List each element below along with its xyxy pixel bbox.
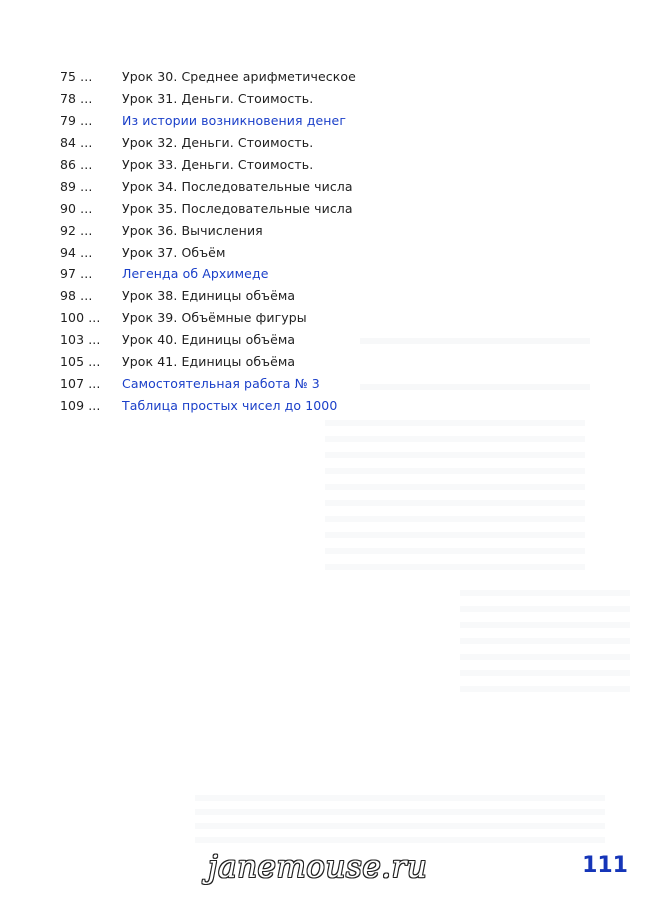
page-number: 111 <box>582 853 628 878</box>
toc-entry <box>60 154 356 176</box>
toc-entry-highlighted <box>60 372 356 394</box>
toc-entry <box>60 132 356 154</box>
toc-title: Урок 40. Единицы объёма <box>122 332 296 348</box>
toc-entry-highlighted <box>60 110 356 132</box>
toc-title: Урок 31. Деньги. Стоимость. <box>122 91 314 107</box>
toc-entry-highlighted <box>60 394 356 416</box>
toc-title: Самостоятельная работа № 3 <box>122 375 320 391</box>
toc-title: Урок 34. Последовательные числа <box>122 178 353 194</box>
toc-page-number: 109 ... <box>60 397 101 413</box>
toc-title: Урок 30. Среднее арифметическое <box>122 69 356 85</box>
toc-entry <box>60 197 356 219</box>
site-watermark: janemouse.ru <box>208 849 428 885</box>
toc-page-number: 75 ... <box>60 69 93 85</box>
toc-entry <box>60 307 356 329</box>
toc-page-number: 79 ... <box>60 113 93 129</box>
toc-page-number: 107 ... <box>60 375 101 391</box>
toc-entry-highlighted <box>60 263 356 285</box>
toc-page-number: 78 ... <box>60 91 93 107</box>
toc-page-number: 86 ... <box>60 157 93 172</box>
bleed-through-block-1 <box>360 338 590 390</box>
toc-title: Урок 33. Деньги. Стоимость. <box>122 157 314 172</box>
toc-title: Урок 35. Последовательные числа <box>122 200 353 216</box>
toc-title: Урок 32. Деньги. Стоимость. <box>122 135 314 151</box>
bleed-through-block-3 <box>460 590 630 700</box>
toc-entry <box>60 66 356 88</box>
toc-page-number: 97 ... <box>60 266 93 282</box>
toc-page-number: 100 ... <box>60 310 101 326</box>
toc-page-number: 90 ... <box>60 200 93 216</box>
toc-title: Урок 38. Единицы объёма <box>122 288 296 304</box>
toc-title: Урок 39. Объёмные фигуры <box>122 310 307 326</box>
toc-page-number: 103 ... <box>60 332 101 348</box>
toc-title: Урок 36. Вычисления <box>122 222 263 238</box>
toc-entry <box>60 175 356 197</box>
toc-entry <box>60 219 356 241</box>
toc-title: Легенда об Архимеде <box>122 266 269 282</box>
toc-entry <box>60 351 356 373</box>
toc-title: Таблица простых чисел до 1000 <box>122 397 338 413</box>
bleed-through-block-2 <box>325 420 585 580</box>
bleed-through-block-4 <box>195 795 605 845</box>
toc-page-number: 92 ... <box>60 222 93 238</box>
toc-title: Урок 37. Объём <box>122 244 226 260</box>
toc-entry <box>60 241 356 263</box>
toc-entry <box>60 88 356 110</box>
toc-page-number: 89 ... <box>60 178 93 194</box>
toc-title: Из истории возникновения денег <box>122 113 346 129</box>
toc-title: Урок 41. Единицы объёма <box>122 354 296 370</box>
table-of-contents <box>60 66 356 416</box>
toc-page-number: 98 ... <box>60 288 93 304</box>
toc-page-number: 84 ... <box>60 135 93 151</box>
toc-entry <box>60 285 356 307</box>
toc-entry <box>60 329 356 351</box>
toc-page-number: 105 ... <box>60 354 101 370</box>
toc-page-number: 94 ... <box>60 244 93 260</box>
